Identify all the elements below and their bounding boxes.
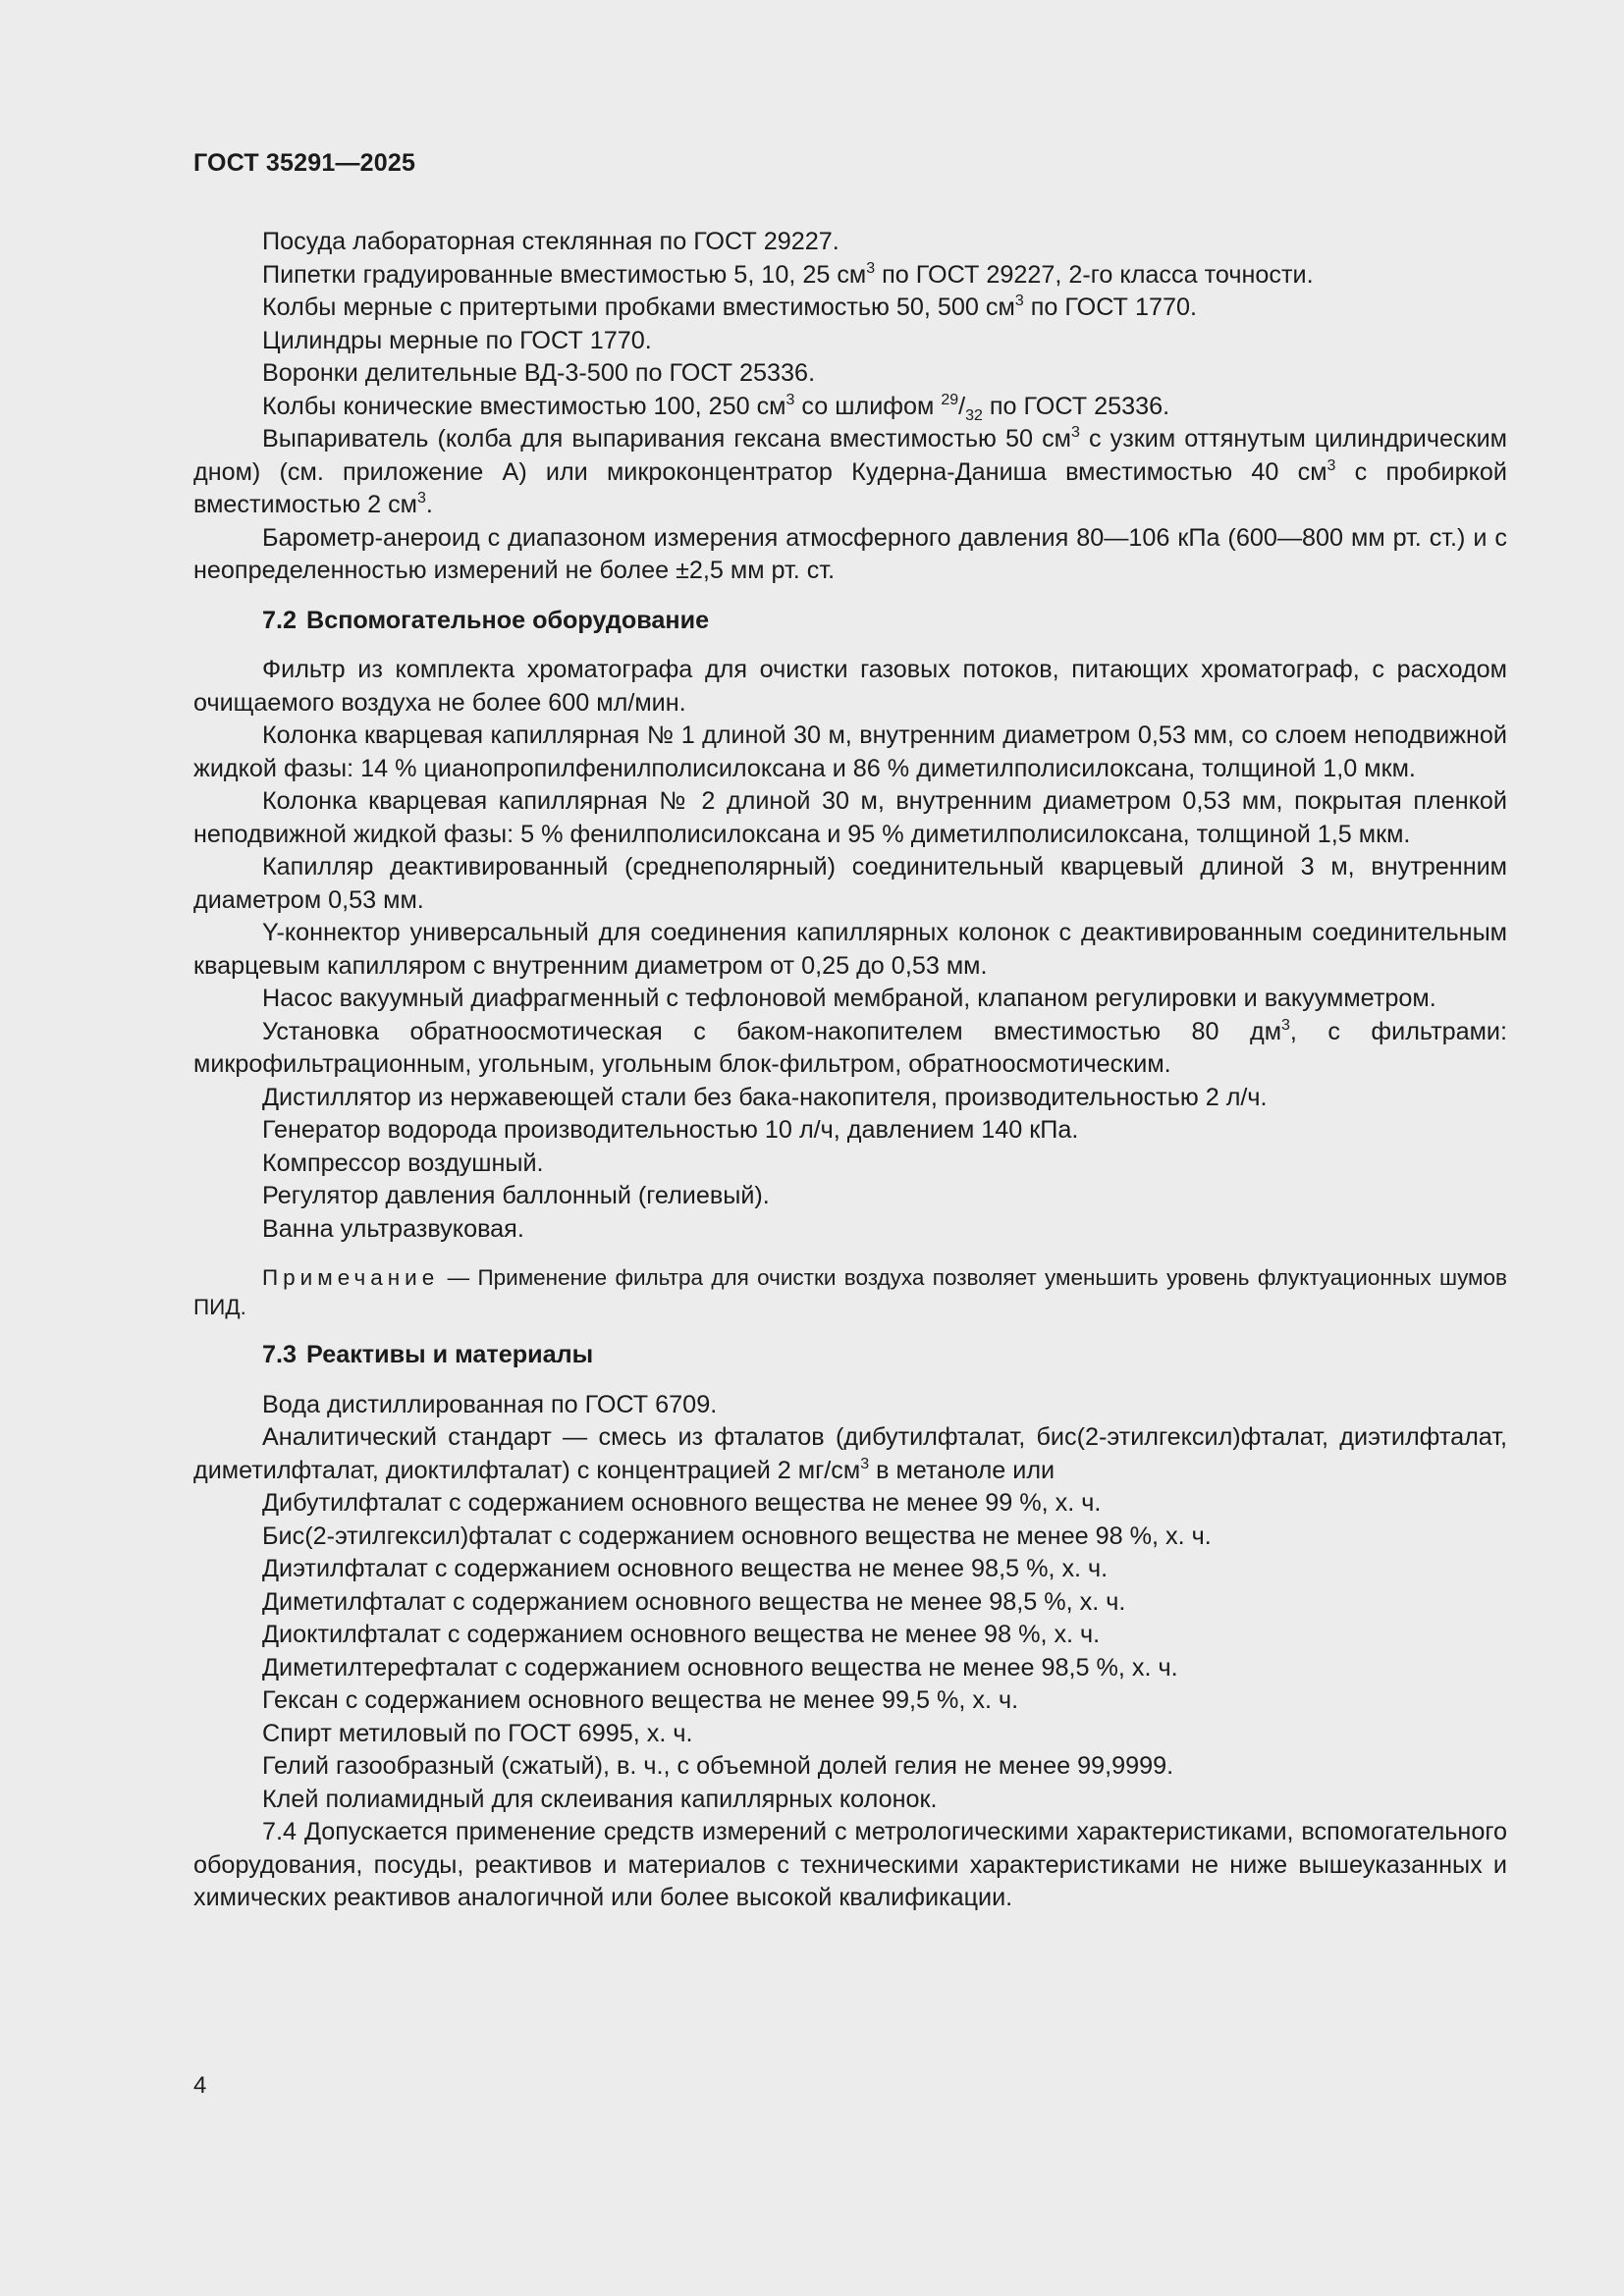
paragraph-analytical-standard: Аналитический стандарт — смесь из фталатов (дибутилфталат, бис(2-этилгексил)фталат, диэтилфталат, диметилфталат, диоктилфталат) с концентрацией 2 $мг/см^3$ в метаноле или: [193, 1423, 1507, 1484]
paragraph-column-2: Колонка кварцевая капиллярная № 2 длиной 30 м, внутренним диаметром 0,53 мм, покрытая пленкой неподвижной жидкой фазы: 5 % фенилполисилоксана и 95 % диметилполисилоксана, толщиной 1,5 мкм.: [193, 787, 1507, 848]
paragraph-conical-flasks: Колбы конические вместимостью 100, 250 $см^3$ со шлифом $^{29}/_{32}$ по ГОСТ 25336.: [262, 391, 1170, 424]
note-label: Примечание: [262, 1265, 440, 1290]
paragraph-dibutylphthalate: Дибутилфталат с содержанием основного вещества не менее 99 %, х. ч.: [262, 1489, 1102, 1517]
paragraph-evaporator: Выпариватель (колба для выпаривания гексана вместимостью 50 $см^3$ с узким оттянутым цилиндрическим дном) (см. приложение А) или микроконцентратор Кудерна-Даниша вместимостью 40 $см^3$ с пробиркой вместимостью 2 $см^3$.: [193, 424, 1507, 518]
paragraph-compressor: Компрессор воздушный.: [262, 1148, 544, 1177]
document-header: ГОСТ 35291—2025: [193, 149, 416, 177]
paragraph-ultrasonic-bath: Ванна ультразвуковая.: [262, 1214, 524, 1243]
paragraph-volumetric-flasks: Колбы мерные с притертыми пробками вместимостью 50, 500 $см^3$ по ГОСТ 1770.: [262, 293, 1197, 321]
paragraph-hydrogen-generator: Генератор водорода производительностью 10 л/ч, давлением 140 кПа.: [262, 1116, 1079, 1144]
page-number: 4: [193, 2072, 207, 2099]
paragraph-vacuum-pump: Насос вакуумный диафрагменный с тефлоновой мембраной, клапаном регулировки и вакуумметром.: [262, 985, 1436, 1012]
paragraph-dimethylterephthalate: Диметилтерефталат с содержанием основного вещества не менее 98,5 %, х. ч.: [262, 1653, 1178, 1682]
paragraph-capillary: Капилляр деактивированный (среднеполярный) соединительный кварцевый длиной 3 м, внутренним диаметром 0,53 мм.: [193, 853, 1507, 914]
paragraph-pressure-regulator: Регулятор давления баллонный (гелиевый).: [262, 1182, 770, 1209]
paragraph-cylinders: Цилиндры мерные по ГОСТ 1770.: [262, 326, 652, 354]
paragraph-dioctylphthalate: Диоктилфталат с содержанием основного вещества не менее 98 %, х. ч.: [262, 1621, 1101, 1648]
paragraph-polyamide-glue: Клей полиамидный для склеивания капиллярных колонок.: [262, 1785, 938, 1813]
section-heading-7-3: 7.3 Реактивы и материалы: [262, 1341, 594, 1368]
paragraph-filter: Фильтр из комплекта хроматографа для очистки газовых потоков, питающих хроматограф, с расходом очищаемого воздуха не более 600 мл/мин.: [193, 656, 1507, 717]
paragraph-distilled-water: Вода дистиллированная по ГОСТ 6709.: [262, 1390, 718, 1418]
section-heading-7-2: 7.2 Вспомогательное оборудование: [262, 606, 710, 634]
paragraph-barometer: Барометр-анероид с диапазоном измерения атмосферного давления 80—106 кПа (600—800 мм рт. ст.) и с неопределенностью измерений не более ±2,5 мм рт. ст.: [193, 523, 1507, 584]
paragraph-bis-ethylhexyl-phthalate: Бис(2-этилгексил)фталат с содержанием основного вещества не менее 98 %, х. ч.: [262, 1522, 1212, 1550]
paragraph-glassware: Посуда лабораторная стеклянная по ГОСТ 29227.: [262, 228, 839, 255]
paragraph-dimethylphthalate: Диметилфталат с содержанием основного вещества не менее 98,5 %, х. ч.: [262, 1587, 1126, 1616]
paragraph-helium: Гелий газообразный (сжатый), в. ч., с объемной долей гелия не менее 99,9999.: [262, 1752, 1174, 1780]
paragraph-funnels: Воронки делительные ВД-3-500 по ГОСТ 25336.: [262, 359, 816, 387]
paragraph-reverse-osmosis: Установка обратноосмотическая с баком-накопителем вместимостью 80 $дм^3$, с фильтрами: микрофильтрационным, угольным, угольным блок-фильтром, обратноосмотическим.: [193, 1016, 1507, 1078]
paragraph-7-4: 7.4 Допускается применение средств измерений с метрологическими характеристиками, вспомогательного оборудования, посуды, реактивов и материалов с техническими характеристиками не ниже вышеуказанных и химических реактивов аналогичной или более высокой квалификации.: [193, 1818, 1507, 1911]
paragraph-methanol: Спирт метиловый по ГОСТ 6995, х. ч.: [262, 1719, 693, 1747]
paragraph-distiller: Дистиллятор из нержавеющей стали без бака-накопителя, производительностью 2 л/ч.: [262, 1083, 1268, 1111]
page-content: [193, 226, 1507, 1915]
paragraph-pipettes: Пипетки градуированные вместимостью 5, 10, 25 $см^3$ по ГОСТ 29227, 2-го класса точности.: [262, 259, 1314, 289]
paragraph-y-connector: Y-коннектор универсальный для соединения капиллярных колонок с деактивированным соединительным кварцевым капилляром с внутренним диаметром от 0,25 до 0,53 мм.: [193, 919, 1507, 980]
paragraph-column-1: Колонка кварцевая капиллярная № 1 длиной 30 м, внутренним диаметром 0,53 мм, со слоем неподвижной жидкой фазы: 14 % цианопропилфенилполисилоксана и 86 % диметилполисилоксана, толщиной 1,0 мкм.: [193, 721, 1507, 782]
note-paragraph: Примечание — Применение фильтра для очистки воздуха позволяет уменьшить уровень флуктуационных шумов ПИД.: [193, 1265, 1507, 1319]
paragraph-hexane: Гексан с содержанием основного вещества не менее 99,5 %, х. ч.: [262, 1686, 1019, 1714]
paragraph-diethylphthalate: Диэтилфталат с содержанием основного вещества не менее 98,5 %, х. ч.: [262, 1555, 1109, 1582]
